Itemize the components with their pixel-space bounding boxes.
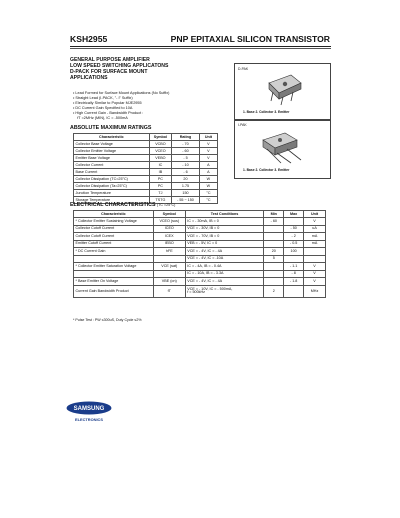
cell-symbol: VCEO (sus): [153, 218, 185, 226]
cell-conditions: IC = - 4A, IB = - 0.4A: [185, 263, 264, 271]
cell-rating: 20: [172, 176, 200, 183]
cell-symbol: ICEO: [153, 225, 185, 233]
headline-line: GENERAL PURPOSE AMPLIFIER: [70, 57, 150, 63]
cell-characteristic: Collector Emitter Voltage: [74, 148, 150, 155]
cell-symbol: fT: [153, 285, 185, 297]
ipak-package-box: [234, 119, 331, 179]
cell-min: - 60: [264, 218, 284, 226]
cell-max: - 1.1: [284, 263, 304, 271]
features-list: [73, 91, 233, 120]
cell-rating: 1.75: [172, 183, 200, 190]
headline-line: LOW SPEED SWITCHING APPLICATONS: [70, 63, 169, 70]
cell-characteristic: Emitter Cutoff Current: [74, 240, 154, 248]
abs-max-title: ABSOLUTE MAXIMUM RATINGS: [70, 125, 152, 131]
dpak-label: D-PAK: [238, 67, 249, 71]
cell-rating: - 70: [172, 141, 200, 148]
cell-characteristic: Collector Dissipation (TC=25°C): [74, 176, 150, 183]
cell-symbol: [153, 270, 185, 278]
cell-characteristic: [74, 255, 154, 263]
table-row: [74, 248, 326, 256]
cell-rating: - 6: [172, 169, 200, 176]
cell-symbol: hFE: [153, 248, 185, 256]
column-header: Unit: [199, 134, 217, 141]
table-row: [74, 263, 326, 271]
cell-characteristic: Collector Dissipation (Ta=25°C): [74, 183, 150, 190]
cell-unit: V: [199, 148, 217, 155]
cell-unit: V: [304, 278, 326, 286]
dpak-package-drawing: [261, 71, 305, 109]
cell-characteristic: * Base Emitter On Voltage: [74, 278, 154, 286]
cell-rating: - 5: [172, 155, 200, 162]
column-header: Max: [284, 211, 304, 218]
cell-max: [284, 285, 304, 297]
cell-unit: [304, 255, 326, 263]
part-number: KSH2955: [70, 34, 108, 44]
dpak-pin-legend: 1. Base 2. Collector 3. Emitter: [243, 110, 290, 114]
table-header-row: [74, 134, 218, 141]
feature-item: • DC Current Gain Specified to 10A: [73, 105, 133, 110]
ipak-label: I-PAK: [238, 123, 247, 127]
cell-min: [264, 233, 284, 241]
cell-min: [264, 225, 284, 233]
table-row: [74, 190, 218, 197]
cell-characteristic: Base Current: [74, 169, 150, 176]
feature-item: • Straight Lead (I-PACK, "- I" Suffix): [73, 95, 133, 100]
pulse-test-footnote: * Pulse Test : PW ≤300uS, Duty Cycle ≤2%: [73, 318, 142, 322]
headline-block: [70, 57, 235, 81]
cell-unit: mA: [304, 233, 326, 241]
feature-item: • Lead Formed for Surface Mount Applications (No Suffix): [73, 91, 170, 95]
cell-unit: A: [199, 169, 217, 176]
cell-symbol: IEBO: [153, 240, 185, 248]
elec-char-condition: (TC =25°C): [157, 203, 176, 207]
table-row: [74, 255, 326, 263]
cell-characteristic: Emitter Base Voltage: [74, 155, 150, 162]
cell-max: 100: [284, 248, 304, 256]
feature-item: • High Current Gain - Bandwidth Product :: [73, 110, 144, 115]
cell-max: - 0.5: [284, 240, 304, 248]
cell-unit: uA: [304, 225, 326, 233]
cell-max: - 2: [284, 233, 304, 241]
table-row: [74, 169, 218, 176]
cell-min: [264, 240, 284, 248]
cell-conditions: IC = - 10A, IB = - 3.3A: [185, 270, 264, 278]
table-row: [74, 155, 218, 162]
column-header: Test Conditions: [185, 211, 264, 218]
cell-characteristic: Junction Temperature: [74, 190, 150, 197]
cell-symbol: VBE (on): [153, 278, 185, 286]
cell-symbol: IB: [149, 169, 171, 176]
cell-symbol: TSTG: [149, 197, 171, 204]
cell-max: - 50: [284, 225, 304, 233]
cell-unit: W: [199, 176, 217, 183]
samsung-logo: [66, 401, 112, 415]
feature-item: • Electrically Similar to Popular MJE2955: [73, 100, 142, 105]
cell-symbol: PC: [149, 183, 171, 190]
cell-max: - 8: [284, 270, 304, 278]
cell-unit: MHz: [304, 285, 326, 297]
cell-symbol: PC: [149, 176, 171, 183]
cell-min: [264, 270, 284, 278]
cell-conditions: VCE = - 4V, IC = - 4A: [185, 248, 264, 256]
cell-max: [284, 255, 304, 263]
table-row: [74, 148, 218, 155]
cell-min: 20: [264, 248, 284, 256]
cell-characteristic: * Collector Emitter Saturation Voltage: [74, 263, 154, 271]
headline-line: D-PACK FOR SURFACE MOUNT: [70, 69, 148, 76]
cell-symbol: VCE (sat): [153, 263, 185, 271]
document-title: PNP EPITAXIAL SILICON TRANSISTOR: [170, 34, 330, 44]
elec-char-title-text: ELECTRICAL CHARACTERISTICS: [70, 202, 156, 208]
cell-characteristic: Collector Current: [74, 162, 150, 169]
header-rule-thin: [70, 48, 331, 49]
column-header: Symbol: [149, 134, 171, 141]
feature-item: fT =2MHz (MIN), IC = -500mA: [73, 115, 128, 120]
table-row: [74, 141, 218, 148]
cell-symbol: ICEX: [153, 233, 185, 241]
table-row: [74, 285, 326, 297]
table-row: [74, 162, 218, 169]
column-header: Characteristic: [74, 134, 150, 141]
cell-symbol: VCEO: [149, 148, 171, 155]
cell-characteristic: [74, 270, 154, 278]
table-row: [74, 240, 326, 248]
cell-characteristic: Storage Temperature: [74, 197, 150, 204]
headline-line: APPLICATIONS: [70, 75, 108, 82]
cell-min: [264, 263, 284, 271]
cell-unit: A: [199, 162, 217, 169]
column-header: Symbol: [153, 211, 185, 218]
cell-unit: W: [199, 183, 217, 190]
column-header: Min: [264, 211, 284, 218]
table-row: [74, 278, 326, 286]
cell-min: 2: [264, 285, 284, 297]
cell-max: [284, 218, 304, 226]
cell-unit: V: [304, 263, 326, 271]
column-header: Unit: [304, 211, 326, 218]
cell-conditions: VEB = - 5V, IC = 0: [185, 240, 264, 248]
cell-unit: V: [304, 218, 326, 226]
cell-characteristic: Collector Base Voltage: [74, 141, 150, 148]
cell-conditions: VCE = - 4V, IC = - 4A: [185, 278, 264, 286]
cell-conditions: IC = - 30mA, IB = 0: [185, 218, 264, 226]
ipak-pin-legend: 1. Base 2. Collector 3. Emitter: [243, 168, 290, 172]
cell-rating: - 10: [172, 162, 200, 169]
cell-unit: [304, 248, 326, 256]
cell-conditions: VCE = - 70V, IB = 0: [185, 233, 264, 241]
table-row: [74, 176, 218, 183]
cell-symbol: TJ: [149, 190, 171, 197]
dpak-package-box: [234, 63, 331, 121]
svg-text:SAMSUNG: SAMSUNG: [73, 406, 105, 413]
cell-characteristic: Collector Cutoff Current: [74, 225, 154, 233]
cell-unit: mA: [304, 240, 326, 248]
cell-unit: V: [304, 270, 326, 278]
cell-max: - 1.8: [284, 278, 304, 286]
table-row: [74, 270, 326, 278]
table-row: [74, 225, 326, 233]
cell-unit: °C: [199, 190, 217, 197]
cell-characteristic: * Collector Emitter Sustaining Voltage: [74, 218, 154, 226]
header-rule: [70, 46, 331, 47]
cell-rating: - 60: [172, 148, 200, 155]
cell-symbol: IC: [149, 162, 171, 169]
table-row: [74, 233, 326, 241]
table-row: [74, 218, 326, 226]
cell-unit: V: [199, 155, 217, 162]
table-header-row: [74, 211, 326, 218]
cell-symbol: VEBO: [149, 155, 171, 162]
cell-conditions: VCE = - 4V, IC = -10A: [185, 255, 264, 263]
cell-min: 5: [264, 255, 284, 263]
elec-char-table: [73, 210, 326, 298]
cell-characteristic: * DC Current Gain: [74, 248, 154, 256]
cell-unit: V: [199, 141, 217, 148]
cell-symbol: [153, 255, 185, 263]
cell-symbol: VCBO: [149, 141, 171, 148]
abs-max-table: [73, 133, 218, 204]
cell-characteristic: Current Gain Bandwidth Product: [74, 285, 154, 297]
samsung-electronics-label: ELECTRONICS: [75, 417, 103, 422]
elec-char-title: [70, 202, 175, 208]
table-row: [74, 183, 218, 190]
column-header: Characteristic: [74, 211, 154, 218]
ipak-package-drawing: [257, 130, 307, 166]
cell-characteristic: Collector Cutoff Current: [74, 233, 154, 241]
cell-rating: 150: [172, 190, 200, 197]
cell-conditions: VCE = - 30V, IB = 0: [185, 225, 264, 233]
cell-unit: °C: [199, 197, 217, 204]
cell-conditions: VCE = - 10V, IC = - 500mA, f = 500kHz: [185, 285, 264, 297]
cell-rating: - 55 ~ 150: [172, 197, 200, 204]
column-header: Rating: [172, 134, 200, 141]
cell-min: [264, 278, 284, 286]
